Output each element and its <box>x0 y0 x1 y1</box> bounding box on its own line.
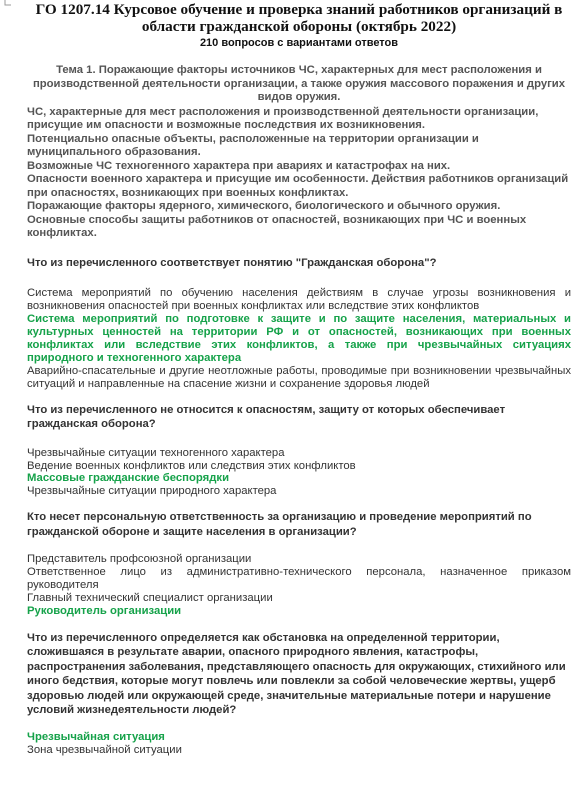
topic-description <box>27 106 571 241</box>
text-cursor-mark <box>4 0 12 6</box>
topic-item: Потенциально опасные объекты, расположенные на территории организации и муниципального образования. <box>27 132 479 158</box>
correct-answer: Чрезвычайная ситуация <box>27 730 165 743</box>
topic-item: ЧС, характерные для мест расположения и производственной деятельности организации, присущие им опасности и возможные последствия их возникновения. <box>27 105 539 131</box>
question-4: Что из перечисленного определяется как обстановка на определенной территории, сложившаяся в результате аварии, опасного природного явления, катастрофы, распространения заболевания, представляющего опасность для окружающих, стихийного или иного бедствия, которые могут повлечь или повлекли за собой человеческие жертвы, ущерб здоровью людей или окружающей среде, значительные материальные потери и нарушение условий жизнедеятельности людей? <box>27 631 566 717</box>
document-subtitle: 210 вопросов с вариантами ответов <box>199 37 399 49</box>
answer-option: Ответственное лицо из административно-технического персонала, назначенное приказом руководителя <box>27 566 571 592</box>
answer-option: Главный технический специалист организации <box>27 592 273 605</box>
answer-list-4 <box>27 731 571 757</box>
answer-option: Аварийно-спасательные и другие неотложные работы, проводимые при возникновении чрезвычайных ситуаций и направленные на спасение жизни и сохранение здоровья людей <box>27 364 571 390</box>
answer-list-3 <box>27 553 571 618</box>
correct-answer: Система мероприятий по подготовке к защите и по защите населения, материальных и культурных ценностей на территории РФ и от опасностей, возникающих при военных конфликтах или вследствие этих конфликтов, а также при чрезвычайных ситуациях природного и техногенного характера <box>27 312 571 364</box>
answer-list-1 <box>27 287 571 391</box>
answer-option: Ведение военных конфликтов или следствия этих конфликтов <box>27 459 356 472</box>
question-1: Что из перечисленного соответствует понятию "Гражданская оборона"? <box>27 256 437 269</box>
topic-item: Возможные ЧС техногенного характера при авариях и катастрофах на них. <box>27 159 451 172</box>
answer-list-2 <box>27 447 571 499</box>
answer-option: Чрезвычайные ситуации природного характера <box>27 485 277 498</box>
topic-item: Опасности военного характера и присущие им особенности. Действия работников организаций при опасностях, возникающих при военных конфликтах. <box>27 173 569 199</box>
topic-item: Поражающие факторы ядерного, химического, биологического и обычного оружия. <box>27 200 501 212</box>
topic-item: Основные способы защиты работников от опасностей, возникающих при ЧС и военных конфликтах. <box>27 213 527 239</box>
document-title: ГО 1207.14 Курсовое обучение и проверка знаний работников организаций в области гражданской обороны (октябрь 2022) <box>35 1 563 35</box>
answer-option: Чрезвычайные ситуации техногенного характера <box>27 446 285 459</box>
answer-option: Представитель профсоюзной организации <box>27 553 252 566</box>
correct-answer: Массовые гражданские беспорядки <box>27 472 230 485</box>
topic-title: Тема 1. Поражающие факторы источников ЧС, характерных для мест расположения и производственной деятельности организации, а также оружия массового поражения и других видов оружия. <box>32 64 566 103</box>
answer-option: Зона чрезвычайной ситуации <box>27 743 182 756</box>
question-3: Кто несет персональную ответственность за организацию и проведение мероприятий по гражданской обороне и защите населения в организации? <box>27 511 532 538</box>
question-2: Что из перечисленного не относится к опасностям, защиту от которых обеспечивает гражданская оборона? <box>27 403 506 431</box>
correct-answer: Руководитель организации <box>27 604 182 617</box>
answer-option: Система мероприятий по обучению населения действиям в случае угрозы возникновения и возникновения опасностей при военных конфликтах или вследствие этих конфликтов <box>27 287 571 312</box>
